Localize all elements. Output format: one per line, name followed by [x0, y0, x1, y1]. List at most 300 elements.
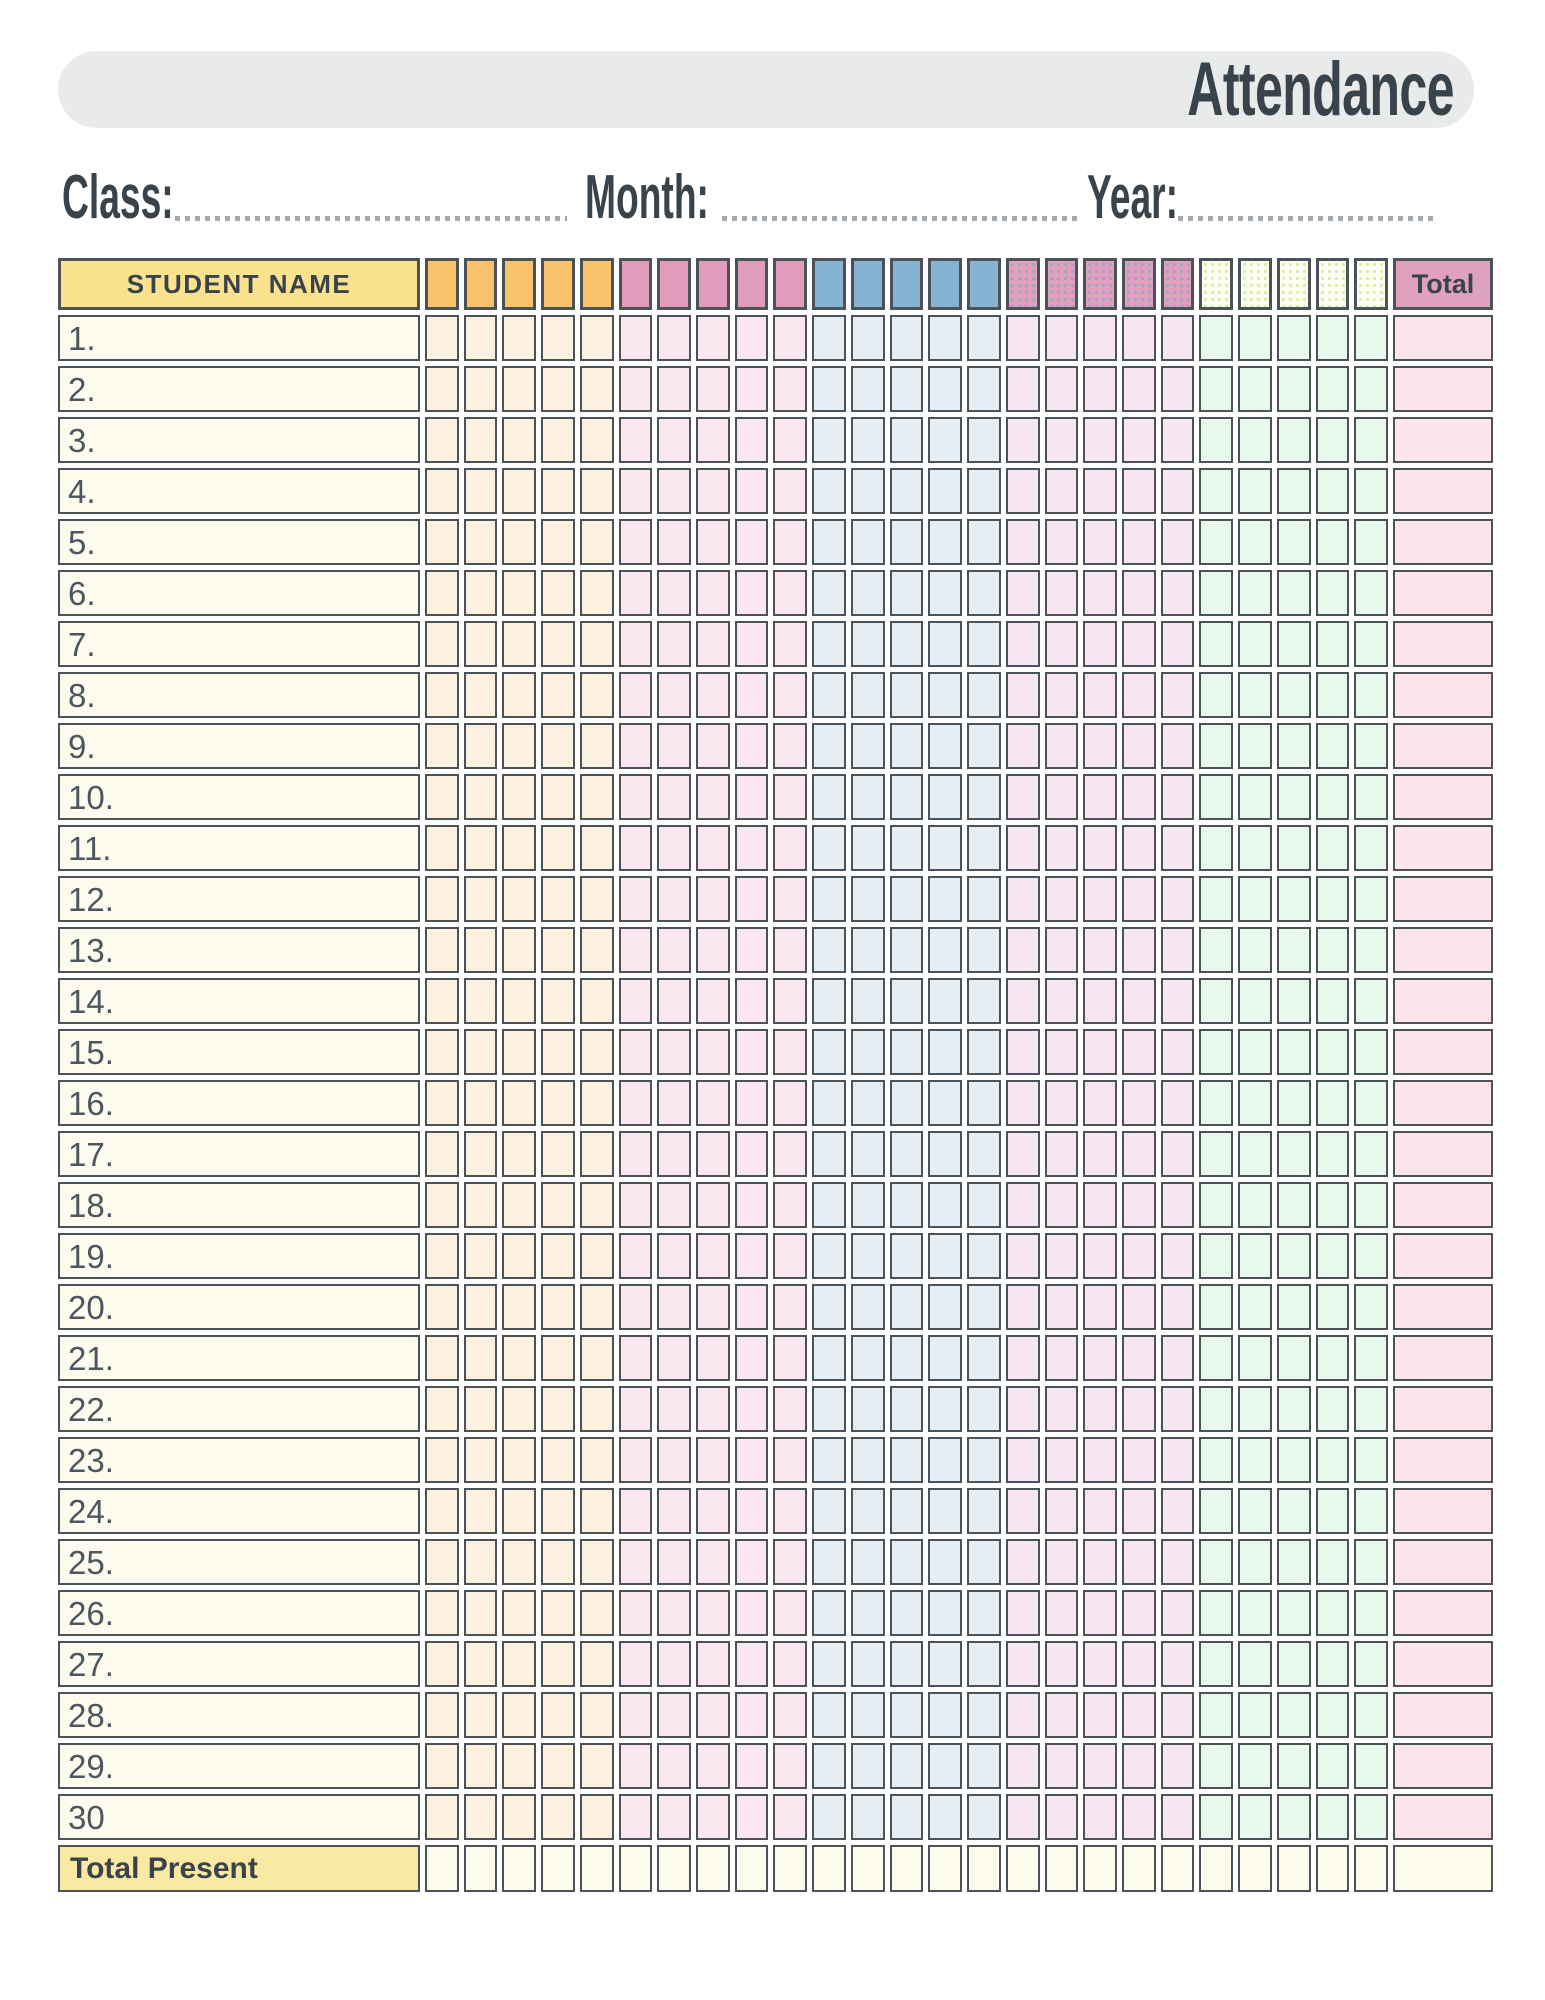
attendance-cell[interactable]	[1238, 468, 1272, 514]
attendance-cell[interactable]	[1083, 570, 1117, 616]
attendance-cell[interactable]	[1277, 468, 1311, 514]
attendance-cell[interactable]	[464, 723, 498, 769]
attendance-cell[interactable]	[1277, 1131, 1311, 1177]
attendance-cell[interactable]	[502, 1131, 536, 1177]
attendance-cell[interactable]	[541, 774, 575, 820]
row-total-cell[interactable]	[1393, 1386, 1493, 1432]
attendance-cell[interactable]	[696, 1080, 730, 1126]
attendance-cell[interactable]	[1045, 1641, 1079, 1687]
attendance-cell[interactable]	[425, 1539, 459, 1585]
attendance-cell[interactable]	[541, 978, 575, 1024]
attendance-cell[interactable]	[464, 1488, 498, 1534]
attendance-cell[interactable]	[851, 1437, 885, 1483]
attendance-cell[interactable]	[619, 1386, 653, 1432]
attendance-cell[interactable]	[1316, 366, 1350, 412]
attendance-cell[interactable]	[1122, 519, 1156, 565]
attendance-cell[interactable]	[812, 1029, 846, 1075]
attendance-cell[interactable]	[657, 570, 691, 616]
attendance-cell[interactable]	[1199, 1335, 1233, 1381]
attendance-cell[interactable]	[1161, 1233, 1195, 1279]
attendance-cell[interactable]	[1277, 927, 1311, 973]
attendance-cell[interactable]	[696, 1284, 730, 1330]
attendance-cell[interactable]	[1083, 927, 1117, 973]
attendance-cell[interactable]	[812, 1692, 846, 1738]
attendance-cell[interactable]	[890, 1794, 924, 1840]
attendance-cell[interactable]	[425, 876, 459, 922]
attendance-cell[interactable]	[619, 570, 653, 616]
row-total-cell[interactable]	[1393, 1182, 1493, 1228]
attendance-cell[interactable]	[1199, 570, 1233, 616]
day-column-header[interactable]	[657, 258, 691, 310]
attendance-cell[interactable]	[1238, 1284, 1272, 1330]
attendance-cell[interactable]	[580, 621, 614, 667]
attendance-cell[interactable]	[580, 1641, 614, 1687]
attendance-cell[interactable]	[1277, 570, 1311, 616]
day-column-header[interactable]	[1238, 258, 1272, 310]
attendance-cell[interactable]	[1161, 1794, 1195, 1840]
day-total-cell[interactable]	[1354, 1845, 1388, 1892]
attendance-cell[interactable]	[1277, 519, 1311, 565]
attendance-cell[interactable]	[425, 1488, 459, 1534]
attendance-cell[interactable]	[1045, 570, 1079, 616]
attendance-cell[interactable]	[773, 1794, 807, 1840]
attendance-cell[interactable]	[967, 1437, 1001, 1483]
row-total-cell[interactable]	[1393, 825, 1493, 871]
attendance-cell[interactable]	[851, 1794, 885, 1840]
attendance-cell[interactable]	[1316, 774, 1350, 820]
attendance-cell[interactable]	[657, 468, 691, 514]
attendance-cell[interactable]	[696, 1233, 730, 1279]
attendance-cell[interactable]	[425, 1794, 459, 1840]
attendance-cell[interactable]	[580, 1539, 614, 1585]
attendance-cell[interactable]	[1006, 519, 1040, 565]
attendance-cell[interactable]	[1122, 1743, 1156, 1789]
attendance-cell[interactable]	[1277, 978, 1311, 1024]
attendance-cell[interactable]	[657, 1692, 691, 1738]
attendance-cell[interactable]	[1006, 1437, 1040, 1483]
row-total-cell[interactable]	[1393, 876, 1493, 922]
attendance-cell[interactable]	[425, 315, 459, 361]
attendance-cell[interactable]	[735, 825, 769, 871]
attendance-cell[interactable]	[1122, 876, 1156, 922]
attendance-cell[interactable]	[773, 1284, 807, 1330]
attendance-cell[interactable]	[928, 927, 962, 973]
attendance-cell[interactable]	[464, 774, 498, 820]
attendance-cell[interactable]	[1045, 1488, 1079, 1534]
attendance-cell[interactable]	[502, 366, 536, 412]
attendance-cell[interactable]	[812, 1743, 846, 1789]
row-total-cell[interactable]	[1393, 519, 1493, 565]
attendance-cell[interactable]	[773, 876, 807, 922]
attendance-cell[interactable]	[890, 1182, 924, 1228]
attendance-cell[interactable]	[541, 1743, 575, 1789]
attendance-cell[interactable]	[541, 1233, 575, 1279]
attendance-cell[interactable]	[1316, 672, 1350, 718]
student-name-cell[interactable]	[58, 876, 420, 922]
attendance-cell[interactable]	[1354, 1539, 1388, 1585]
attendance-cell[interactable]	[1006, 774, 1040, 820]
attendance-cell[interactable]	[580, 825, 614, 871]
attendance-cell[interactable]	[1122, 927, 1156, 973]
day-total-cell[interactable]	[773, 1845, 807, 1892]
attendance-cell[interactable]	[735, 1182, 769, 1228]
attendance-cell[interactable]	[464, 417, 498, 463]
attendance-cell[interactable]	[580, 1131, 614, 1177]
attendance-cell[interactable]	[967, 774, 1001, 820]
attendance-cell[interactable]	[928, 978, 962, 1024]
attendance-cell[interactable]	[967, 978, 1001, 1024]
attendance-cell[interactable]	[464, 1131, 498, 1177]
attendance-cell[interactable]	[1199, 1386, 1233, 1432]
attendance-cell[interactable]	[1161, 927, 1195, 973]
attendance-cell[interactable]	[928, 774, 962, 820]
attendance-cell[interactable]	[851, 672, 885, 718]
attendance-cell[interactable]	[696, 1488, 730, 1534]
month-input-line[interactable]	[722, 216, 1078, 221]
attendance-cell[interactable]	[425, 621, 459, 667]
attendance-cell[interactable]	[657, 519, 691, 565]
attendance-cell[interactable]	[812, 315, 846, 361]
attendance-cell[interactable]	[696, 1590, 730, 1636]
attendance-cell[interactable]	[1083, 1692, 1117, 1738]
attendance-cell[interactable]	[1238, 1386, 1272, 1432]
attendance-cell[interactable]	[580, 519, 614, 565]
attendance-cell[interactable]	[773, 1029, 807, 1075]
attendance-cell[interactable]	[1006, 978, 1040, 1024]
attendance-cell[interactable]	[1199, 1284, 1233, 1330]
attendance-cell[interactable]	[812, 672, 846, 718]
day-total-cell[interactable]	[425, 1845, 459, 1892]
attendance-cell[interactable]	[1316, 723, 1350, 769]
attendance-cell[interactable]	[1161, 1539, 1195, 1585]
attendance-cell[interactable]	[502, 570, 536, 616]
day-column-header[interactable]	[967, 258, 1001, 310]
attendance-cell[interactable]	[1083, 672, 1117, 718]
attendance-cell[interactable]	[580, 1029, 614, 1075]
attendance-cell[interactable]	[1238, 723, 1272, 769]
attendance-cell[interactable]	[1277, 366, 1311, 412]
attendance-cell[interactable]	[541, 1590, 575, 1636]
attendance-cell[interactable]	[1122, 417, 1156, 463]
attendance-cell[interactable]	[812, 1539, 846, 1585]
attendance-cell[interactable]	[464, 1590, 498, 1636]
attendance-cell[interactable]	[619, 774, 653, 820]
attendance-cell[interactable]	[619, 417, 653, 463]
attendance-cell[interactable]	[657, 1488, 691, 1534]
attendance-cell[interactable]	[1122, 1335, 1156, 1381]
attendance-cell[interactable]	[890, 1386, 924, 1432]
row-total-cell[interactable]	[1393, 1284, 1493, 1330]
attendance-cell[interactable]	[735, 1080, 769, 1126]
student-name-cell[interactable]	[58, 927, 420, 973]
attendance-cell[interactable]	[1083, 978, 1117, 1024]
attendance-cell[interactable]	[967, 519, 1001, 565]
attendance-cell[interactable]	[502, 1488, 536, 1534]
attendance-cell[interactable]	[464, 621, 498, 667]
attendance-cell[interactable]	[773, 1692, 807, 1738]
attendance-cell[interactable]	[541, 1437, 575, 1483]
attendance-cell[interactable]	[1083, 1539, 1117, 1585]
day-column-header[interactable]	[464, 258, 498, 310]
attendance-cell[interactable]	[773, 1131, 807, 1177]
attendance-cell[interactable]	[1161, 417, 1195, 463]
attendance-cell[interactable]	[812, 723, 846, 769]
attendance-cell[interactable]	[851, 1386, 885, 1432]
attendance-cell[interactable]	[464, 1539, 498, 1585]
attendance-cell[interactable]	[1277, 1488, 1311, 1534]
attendance-cell[interactable]	[1161, 876, 1195, 922]
student-name-cell[interactable]	[58, 774, 420, 820]
attendance-cell[interactable]	[1006, 1131, 1040, 1177]
attendance-cell[interactable]	[928, 621, 962, 667]
day-column-header[interactable]	[890, 258, 924, 310]
attendance-cell[interactable]	[696, 774, 730, 820]
attendance-cell[interactable]	[1083, 1641, 1117, 1687]
attendance-cell[interactable]	[928, 1131, 962, 1177]
attendance-cell[interactable]	[696, 1794, 730, 1840]
attendance-cell[interactable]	[890, 1641, 924, 1687]
attendance-cell[interactable]	[1122, 315, 1156, 361]
attendance-cell[interactable]	[580, 927, 614, 973]
attendance-cell[interactable]	[1083, 1131, 1117, 1177]
attendance-cell[interactable]	[812, 1590, 846, 1636]
attendance-cell[interactable]	[619, 978, 653, 1024]
attendance-cell[interactable]	[619, 1233, 653, 1279]
attendance-cell[interactable]	[773, 621, 807, 667]
attendance-cell[interactable]	[619, 1641, 653, 1687]
attendance-cell[interactable]	[580, 570, 614, 616]
attendance-cell[interactable]	[1045, 876, 1079, 922]
attendance-cell[interactable]	[851, 876, 885, 922]
attendance-cell[interactable]	[1354, 621, 1388, 667]
attendance-cell[interactable]	[735, 1131, 769, 1177]
attendance-cell[interactable]	[1199, 1794, 1233, 1840]
student-name-cell[interactable]	[58, 417, 420, 463]
attendance-cell[interactable]	[1238, 1182, 1272, 1228]
attendance-cell[interactable]	[773, 468, 807, 514]
attendance-cell[interactable]	[890, 468, 924, 514]
attendance-cell[interactable]	[1161, 1182, 1195, 1228]
attendance-cell[interactable]	[580, 315, 614, 361]
attendance-cell[interactable]	[1199, 519, 1233, 565]
attendance-cell[interactable]	[580, 1182, 614, 1228]
attendance-cell[interactable]	[1277, 417, 1311, 463]
attendance-cell[interactable]	[1083, 468, 1117, 514]
attendance-cell[interactable]	[619, 621, 653, 667]
attendance-cell[interactable]	[735, 621, 769, 667]
day-column-header[interactable]	[1045, 258, 1079, 310]
attendance-cell[interactable]	[967, 876, 1001, 922]
grand-total-cell[interactable]	[1393, 1845, 1493, 1892]
attendance-cell[interactable]	[464, 1233, 498, 1279]
attendance-cell[interactable]	[657, 1437, 691, 1483]
attendance-cell[interactable]	[1354, 1182, 1388, 1228]
attendance-cell[interactable]	[967, 1743, 1001, 1789]
attendance-cell[interactable]	[696, 570, 730, 616]
attendance-cell[interactable]	[928, 672, 962, 718]
attendance-cell[interactable]	[812, 1386, 846, 1432]
attendance-cell[interactable]	[1045, 1794, 1079, 1840]
attendance-cell[interactable]	[967, 1641, 1001, 1687]
attendance-cell[interactable]	[967, 1539, 1001, 1585]
attendance-cell[interactable]	[773, 417, 807, 463]
attendance-cell[interactable]	[1122, 1692, 1156, 1738]
attendance-cell[interactable]	[619, 315, 653, 361]
attendance-cell[interactable]	[1238, 774, 1272, 820]
attendance-cell[interactable]	[1316, 315, 1350, 361]
attendance-cell[interactable]	[1316, 1539, 1350, 1585]
attendance-cell[interactable]	[1354, 1080, 1388, 1126]
attendance-cell[interactable]	[1122, 621, 1156, 667]
attendance-cell[interactable]	[1354, 417, 1388, 463]
attendance-cell[interactable]	[1238, 570, 1272, 616]
attendance-cell[interactable]	[1045, 1233, 1079, 1279]
attendance-cell[interactable]	[1045, 1437, 1079, 1483]
attendance-cell[interactable]	[928, 1029, 962, 1075]
attendance-cell[interactable]	[1316, 468, 1350, 514]
attendance-cell[interactable]	[502, 1029, 536, 1075]
attendance-cell[interactable]	[502, 978, 536, 1024]
day-column-header[interactable]	[812, 258, 846, 310]
attendance-cell[interactable]	[890, 876, 924, 922]
attendance-cell[interactable]	[735, 1029, 769, 1075]
day-total-cell[interactable]	[1316, 1845, 1350, 1892]
student-name-cell[interactable]	[58, 1182, 420, 1228]
attendance-cell[interactable]	[619, 1080, 653, 1126]
attendance-cell[interactable]	[541, 570, 575, 616]
attendance-cell[interactable]	[657, 825, 691, 871]
attendance-cell[interactable]	[502, 1182, 536, 1228]
student-name-cell[interactable]	[58, 1131, 420, 1177]
attendance-cell[interactable]	[773, 1488, 807, 1534]
attendance-cell[interactable]	[1354, 1437, 1388, 1483]
attendance-cell[interactable]	[1006, 1539, 1040, 1585]
attendance-cell[interactable]	[464, 366, 498, 412]
attendance-cell[interactable]	[1199, 1641, 1233, 1687]
day-column-header[interactable]	[851, 258, 885, 310]
attendance-cell[interactable]	[890, 1743, 924, 1789]
attendance-cell[interactable]	[425, 774, 459, 820]
row-total-cell[interactable]	[1393, 570, 1493, 616]
attendance-cell[interactable]	[1199, 774, 1233, 820]
attendance-cell[interactable]	[541, 1284, 575, 1330]
attendance-cell[interactable]	[1045, 315, 1079, 361]
attendance-cell[interactable]	[1045, 1386, 1079, 1432]
attendance-cell[interactable]	[464, 927, 498, 973]
attendance-cell[interactable]	[851, 468, 885, 514]
attendance-cell[interactable]	[1316, 1029, 1350, 1075]
attendance-cell[interactable]	[967, 1488, 1001, 1534]
attendance-cell[interactable]	[1277, 621, 1311, 667]
attendance-cell[interactable]	[580, 978, 614, 1024]
attendance-cell[interactable]	[657, 621, 691, 667]
attendance-cell[interactable]	[425, 1692, 459, 1738]
attendance-cell[interactable]	[1277, 672, 1311, 718]
attendance-cell[interactable]	[1354, 825, 1388, 871]
attendance-cell[interactable]	[464, 468, 498, 514]
attendance-cell[interactable]	[1199, 1692, 1233, 1738]
attendance-cell[interactable]	[580, 1794, 614, 1840]
attendance-cell[interactable]	[1006, 468, 1040, 514]
attendance-cell[interactable]	[541, 1794, 575, 1840]
attendance-cell[interactable]	[928, 468, 962, 514]
attendance-cell[interactable]	[1316, 1794, 1350, 1840]
attendance-cell[interactable]	[541, 1029, 575, 1075]
student-name-cell[interactable]	[58, 825, 420, 871]
year-input-line[interactable]	[1178, 216, 1437, 221]
attendance-cell[interactable]	[1354, 1029, 1388, 1075]
row-total-cell[interactable]	[1393, 621, 1493, 667]
attendance-cell[interactable]	[890, 315, 924, 361]
attendance-cell[interactable]	[1238, 519, 1272, 565]
attendance-cell[interactable]	[464, 978, 498, 1024]
attendance-cell[interactable]	[1161, 1029, 1195, 1075]
row-total-cell[interactable]	[1393, 1488, 1493, 1534]
attendance-cell[interactable]	[967, 723, 1001, 769]
attendance-cell[interactable]	[464, 519, 498, 565]
attendance-cell[interactable]	[967, 315, 1001, 361]
attendance-cell[interactable]	[541, 1335, 575, 1381]
attendance-cell[interactable]	[541, 825, 575, 871]
attendance-cell[interactable]	[541, 1539, 575, 1585]
attendance-cell[interactable]	[657, 1131, 691, 1177]
student-name-cell[interactable]	[58, 723, 420, 769]
attendance-cell[interactable]	[928, 1182, 962, 1228]
attendance-cell[interactable]	[1316, 978, 1350, 1024]
attendance-cell[interactable]	[1316, 1641, 1350, 1687]
attendance-cell[interactable]	[1122, 1437, 1156, 1483]
attendance-cell[interactable]	[735, 927, 769, 973]
attendance-cell[interactable]	[812, 519, 846, 565]
attendance-cell[interactable]	[502, 1233, 536, 1279]
attendance-cell[interactable]	[812, 1641, 846, 1687]
student-name-cell[interactable]	[58, 1080, 420, 1126]
attendance-cell[interactable]	[580, 723, 614, 769]
attendance-cell[interactable]	[1316, 825, 1350, 871]
day-total-cell[interactable]	[696, 1845, 730, 1892]
attendance-cell[interactable]	[851, 1131, 885, 1177]
attendance-cell[interactable]	[1161, 1488, 1195, 1534]
attendance-cell[interactable]	[928, 1590, 962, 1636]
student-name-cell[interactable]	[58, 1386, 420, 1432]
attendance-cell[interactable]	[657, 978, 691, 1024]
attendance-cell[interactable]	[1161, 366, 1195, 412]
attendance-cell[interactable]	[851, 519, 885, 565]
attendance-cell[interactable]	[657, 417, 691, 463]
attendance-cell[interactable]	[928, 825, 962, 871]
attendance-cell[interactable]	[696, 1386, 730, 1432]
attendance-cell[interactable]	[1316, 1743, 1350, 1789]
attendance-cell[interactable]	[1083, 366, 1117, 412]
row-total-cell[interactable]	[1393, 1590, 1493, 1636]
day-column-header[interactable]	[735, 258, 769, 310]
attendance-cell[interactable]	[1006, 1284, 1040, 1330]
day-total-cell[interactable]	[967, 1845, 1001, 1892]
attendance-cell[interactable]	[928, 1539, 962, 1585]
attendance-cell[interactable]	[657, 1386, 691, 1432]
attendance-cell[interactable]	[1083, 1335, 1117, 1381]
attendance-cell[interactable]	[1316, 1692, 1350, 1738]
attendance-cell[interactable]	[696, 1437, 730, 1483]
attendance-cell[interactable]	[1277, 876, 1311, 922]
attendance-cell[interactable]	[1083, 1590, 1117, 1636]
attendance-cell[interactable]	[1238, 825, 1272, 871]
attendance-cell[interactable]	[1354, 315, 1388, 361]
attendance-cell[interactable]	[735, 1488, 769, 1534]
attendance-cell[interactable]	[890, 1029, 924, 1075]
attendance-cell[interactable]	[1277, 723, 1311, 769]
attendance-cell[interactable]	[890, 1080, 924, 1126]
